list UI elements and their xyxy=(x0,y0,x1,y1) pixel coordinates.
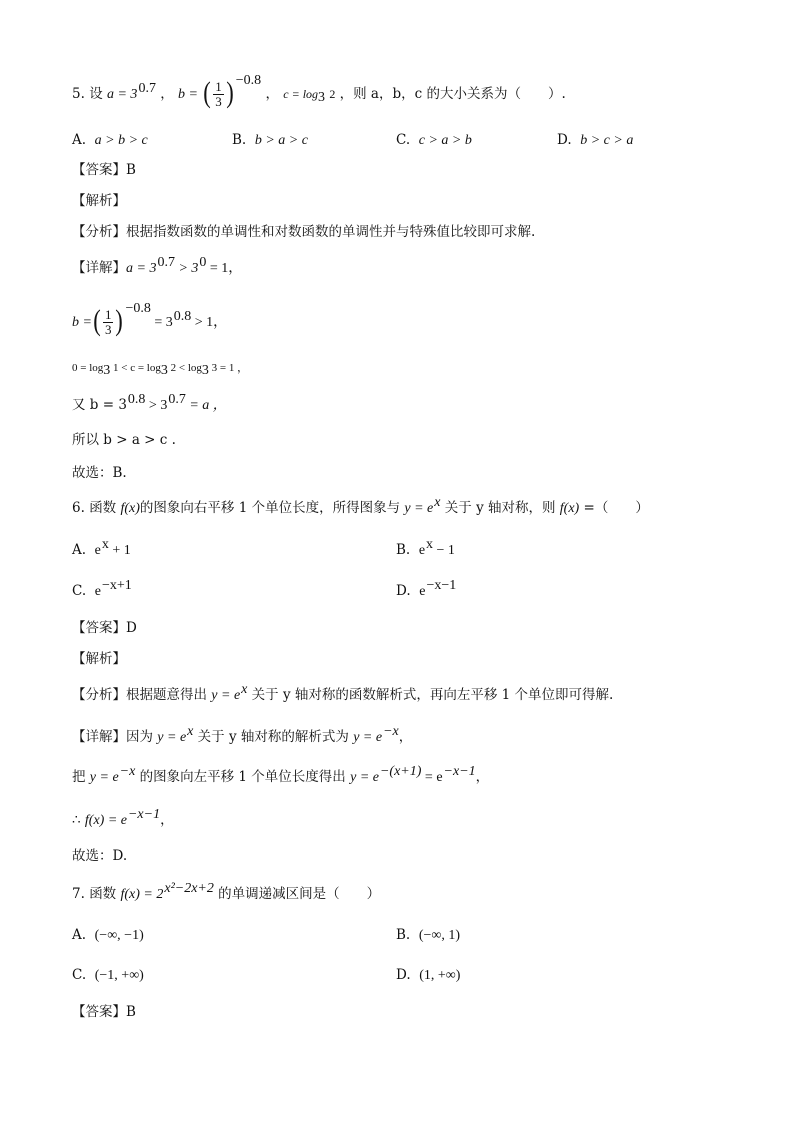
q5-conclusion: 故选：B. xyxy=(72,465,127,481)
q5-a-def: a = 3 xyxy=(106,87,138,102)
q6-analysis-label: 【解析】 xyxy=(72,651,126,667)
q5-stem: 5. 设 $a = 3^{0.7}$ ， b = ( $\frac{1}{3}$ ) $^{-0.8}$ ， $c = \log_3 2$ ，则 a，b，c 的大小关系为（ ）. xyxy=(72,73,566,109)
q6-stem: 6. 函数 f(x)的图象向右平移 1 个单位长度，所得图象与 $y = e^x$ 关于 y 轴对称，则 f(x) =（ ） xyxy=(72,495,649,516)
q5-detail-3: $0 = \log_3 1 < c = \log_3 2 < \log_3 3 = 1$ ， xyxy=(72,362,249,378)
q5-answer: 【答案】B xyxy=(72,162,136,178)
q5-option-b: B. b > a > c xyxy=(232,132,308,148)
q5-b-def: b = xyxy=(178,87,198,102)
q7-option-b: B. (−∞, 1) xyxy=(396,927,461,943)
q6-answer: 【答案】D xyxy=(72,620,137,636)
q5-number: 5. xyxy=(72,86,85,102)
q5-detail-2: b =( $\frac{1}{3}$ ) $^{-0.8} = 3^{0.8} > 1$， xyxy=(72,301,228,337)
q5-option-d: D. b > c > a xyxy=(557,132,634,148)
q6-fenxi: 【分析】根据题意得出 $y = e^x$ 关于 y 轴对称的函数解析式，再向左平移 1 个单位即可得解. xyxy=(72,682,614,703)
q6-conclusion: 故选：D. xyxy=(72,848,128,864)
q6-option-c: C. $e^{-x+1}$ xyxy=(72,578,132,599)
q5-option-c: C. c > a > b xyxy=(396,132,472,148)
q5-stem-prefix: 设 xyxy=(89,86,103,102)
q5-stem-suffix: ，则 a，b，c 的大小关系为（ ）. xyxy=(339,86,566,102)
q7-option-d: D. (1, +∞) xyxy=(396,967,461,983)
q7-answer: 【答案】B xyxy=(72,1004,136,1020)
q5-b-exp: −0.8 xyxy=(235,73,262,88)
q5-a-exp: 0.7 xyxy=(138,81,156,96)
q7-option-c: C. (−1, +∞) xyxy=(72,967,144,983)
q6-detail-1: 【详解】因为 $y = e^x$ 关于 y 轴对称的解析式为 $y = e^{-x}$， xyxy=(72,724,413,745)
q5-analysis-label: 【解析】 xyxy=(72,193,126,209)
q5-fenxi: 【分析】根据指数函数的单调性和对数函数的单调性并与特殊值比较即可求解. xyxy=(72,224,536,240)
q6-option-d: D. $e^{-x-1}$ xyxy=(396,578,457,599)
q5-detail-4: 又 $b = 3^{0.8} > 3^{0.7} = a$ ， xyxy=(72,392,227,413)
q6-option-a: A. $e^x + 1$ xyxy=(72,537,131,558)
q6-detail-2: 把 $y = e^{-x}$ 的图象向左平移 1 个单位长度得出 $y = e^{-(x+1)} = e^{-x-1}$， xyxy=(72,764,490,785)
q5-sep: ， xyxy=(160,86,174,102)
q7-stem: 7. 函数 $f(x) = 2^{x^2-2x+2}$ 的单调递减区间是（ ） xyxy=(72,881,381,902)
q5-c-def: c = log xyxy=(283,87,319,101)
q5-detail-1: 【详解】$a = 3^{0.7} > 3^0 = 1$， xyxy=(72,255,243,276)
q7-option-a: A. (−∞, −1) xyxy=(72,927,144,943)
q5-option-a: A. a > b > c xyxy=(72,132,148,148)
q6-detail-3: ∴ $f(x) = e^{-x-1}$， xyxy=(72,807,174,828)
q5-fraction: $\frac{1}{3}$ xyxy=(215,79,222,109)
q5-detail-5: 所以 b > a > c . xyxy=(72,432,176,448)
q6-option-b: B. $e^x - 1$ xyxy=(396,537,455,558)
